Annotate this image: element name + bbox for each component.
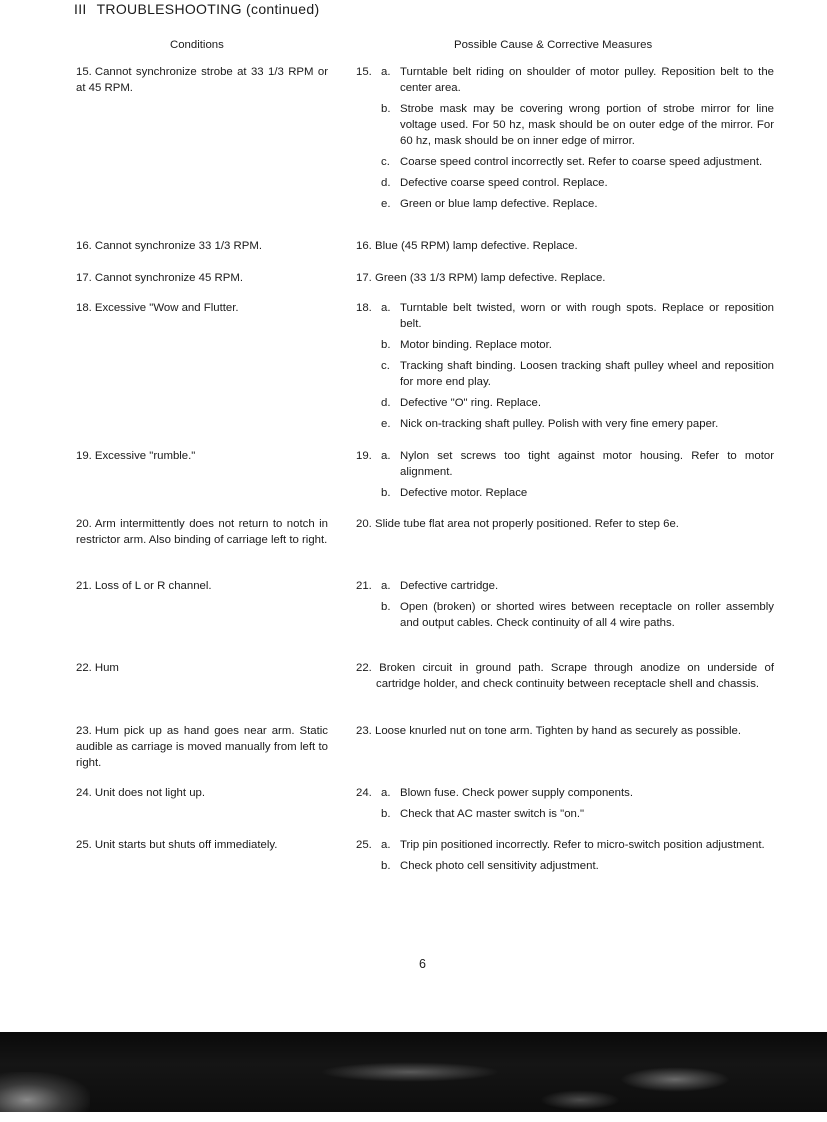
cause-number: 15. bbox=[356, 66, 372, 78]
conditions-column-header: Conditions bbox=[170, 39, 224, 51]
causes-column-header: Possible Cause & Corrective Measures bbox=[454, 39, 653, 51]
cause-number: 25. bbox=[356, 839, 372, 851]
condition-cell bbox=[76, 785, 328, 801]
cause-letter: a. bbox=[381, 839, 391, 851]
cause-item bbox=[356, 448, 774, 480]
condition-text: Unit does not light up. bbox=[94, 787, 206, 799]
cause-text: Defective "O" ring. Replace. bbox=[400, 397, 542, 409]
condition-text: Cannot synchronize strobe at 33 1/3 RPM or at 45 RPM. bbox=[76, 66, 328, 94]
cause-number: 19. bbox=[356, 450, 372, 462]
cause-text: Trip pin positioned incorrectly. Refer to micro-switch position adjustment. bbox=[400, 839, 765, 851]
cause-text: Defective cartridge. bbox=[400, 580, 499, 592]
condition-cell bbox=[76, 660, 328, 676]
cause-text: Defective coarse speed control. Replace. bbox=[400, 177, 608, 189]
condition-number: 16. bbox=[76, 240, 92, 252]
cause-item bbox=[356, 837, 774, 853]
cause-item bbox=[356, 723, 774, 739]
condition-cell bbox=[76, 723, 328, 771]
cause-letter: e. bbox=[381, 198, 391, 210]
cause-cell bbox=[356, 448, 774, 506]
condition-number: 22. bbox=[76, 662, 92, 674]
cause-text: Coarse speed control incorrectly set. Refer to coarse speed adjustment. bbox=[400, 156, 763, 168]
cause-item bbox=[356, 196, 774, 212]
cause-cell bbox=[356, 837, 774, 879]
cause-cell bbox=[356, 300, 774, 437]
condition-cell bbox=[76, 64, 328, 96]
cause-number: 20. bbox=[356, 518, 372, 530]
cause-letter: e. bbox=[381, 418, 391, 430]
cause-text: Tracking shaft binding. Loosen tracking shaft pulley wheel and reposition for more end play. bbox=[400, 360, 774, 388]
condition-number: 20. bbox=[76, 518, 92, 530]
condition-cell bbox=[76, 516, 328, 548]
cause-cell bbox=[356, 660, 774, 692]
condition-number: 21. bbox=[76, 580, 92, 592]
condition-cell bbox=[76, 238, 328, 254]
condition-text: Excessive "rumble." bbox=[94, 450, 196, 462]
cause-cell bbox=[356, 238, 774, 254]
condition-number: 17. bbox=[76, 272, 92, 284]
cause-item bbox=[356, 416, 774, 432]
cause-letter: a. bbox=[381, 787, 391, 799]
cause-text: Slide tube flat area not properly positioned. Refer to step 6e. bbox=[375, 518, 679, 530]
cause-letter: d. bbox=[381, 177, 391, 189]
cause-item bbox=[356, 238, 774, 254]
cause-number: 16. bbox=[356, 240, 372, 252]
condition-number: 15. bbox=[76, 66, 92, 78]
cause-item bbox=[356, 175, 774, 191]
cause-letter: a. bbox=[381, 580, 391, 592]
cause-number: 21. bbox=[356, 580, 372, 592]
condition-cell bbox=[76, 448, 328, 464]
cause-letter: b. bbox=[381, 808, 391, 820]
condition-text: Cannot synchronize 33 1/3 RPM. bbox=[94, 240, 262, 252]
cause-letter: a. bbox=[381, 450, 391, 462]
cause-item bbox=[356, 806, 774, 822]
cause-number: 17. bbox=[356, 272, 372, 284]
page-number: 6 bbox=[419, 957, 426, 971]
condition-text: Hum pick up as hand goes near arm. Static audible as carriage is moved manually from left to right. bbox=[76, 725, 328, 769]
cause-text: Defective motor. Replace bbox=[400, 487, 528, 499]
cause-item bbox=[356, 358, 774, 390]
cause-letter: a. bbox=[381, 302, 391, 314]
cause-item bbox=[356, 599, 774, 631]
section-number: III bbox=[74, 1, 87, 17]
condition-number: 23. bbox=[76, 725, 92, 737]
cause-text: Loose knurled nut on tone arm. Tighten by hand as securely as possible. bbox=[375, 725, 742, 737]
condition-number: 25. bbox=[76, 839, 92, 851]
cause-number: 23. bbox=[356, 725, 372, 737]
cause-number: 24. bbox=[356, 787, 372, 799]
condition-number: 18. bbox=[76, 302, 92, 314]
cause-item bbox=[356, 395, 774, 411]
cause-item bbox=[356, 485, 774, 501]
cause-item bbox=[356, 337, 774, 353]
cause-letter: b. bbox=[381, 487, 391, 499]
cause-letter: b. bbox=[381, 103, 391, 115]
condition-text: Arm intermittently does not return to notch in restrictor arm. Also binding of carriage left to right. bbox=[76, 518, 328, 546]
condition-cell bbox=[76, 270, 328, 286]
cause-cell bbox=[356, 516, 774, 532]
cause-text: Open (broken) or shorted wires between receptacle on roller assembly and output cables. Check continuity of all 4 wire paths. bbox=[400, 601, 774, 629]
cause-text: Green (33 1/3 RPM) lamp defective. Replace. bbox=[375, 272, 606, 284]
cause-text: Green or blue lamp defective. Replace. bbox=[400, 198, 598, 210]
cause-cell bbox=[356, 578, 774, 636]
condition-cell bbox=[76, 837, 328, 853]
cause-text: Turntable belt riding on shoulder of motor pulley. Reposition belt to the center area. bbox=[400, 66, 774, 94]
condition-cell bbox=[76, 300, 328, 316]
cause-letter: c. bbox=[381, 156, 390, 168]
cause-text: Nylon set screws too tight against motor housing. Refer to motor alignment. bbox=[400, 450, 774, 478]
condition-text: Loss of L or R channel. bbox=[94, 580, 212, 592]
cause-item bbox=[356, 270, 774, 286]
section-title: TROUBLESHOOTING (continued) bbox=[96, 1, 320, 17]
scan-border-strip bbox=[0, 1032, 827, 1112]
cause-letter: a. bbox=[381, 66, 391, 78]
cause-text: Blown fuse. Check power supply components. bbox=[400, 787, 633, 799]
cause-cell bbox=[356, 270, 774, 286]
cause-text: Turntable belt twisted, worn or with rough spots. Replace or reposition belt. bbox=[400, 302, 774, 330]
cause-text: Check that AC master switch is "on." bbox=[400, 808, 585, 820]
cause-cell bbox=[356, 723, 774, 739]
condition-cell bbox=[76, 578, 328, 594]
cause-letter: b. bbox=[381, 860, 391, 872]
cause-item bbox=[356, 300, 774, 332]
condition-text: Unit starts but shuts off immediately. bbox=[94, 839, 278, 851]
condition-number: 19. bbox=[76, 450, 92, 462]
cause-item bbox=[356, 516, 774, 532]
cause-cell bbox=[356, 785, 774, 827]
condition-text: Hum bbox=[94, 662, 119, 674]
condition-text: Cannot synchronize 45 RPM. bbox=[94, 272, 243, 284]
section-heading bbox=[74, 0, 319, 18]
cause-item bbox=[356, 64, 774, 96]
cause-text: Strobe mask may be covering wrong portion of strobe mirror for line voltage used. For 50 hz, mask should be on outer edge of the mirror. For 60 hz, mask should be on inner edge of mirror. bbox=[400, 103, 774, 147]
cause-letter: b. bbox=[381, 601, 391, 613]
cause-text: Nick on-tracking shaft pulley. Polish with very fine emery paper. bbox=[400, 418, 719, 430]
cause-cell bbox=[356, 64, 774, 217]
cause-number: 18. bbox=[356, 302, 372, 314]
cause-item bbox=[356, 578, 774, 594]
cause-letter: d. bbox=[381, 397, 391, 409]
cause-letter: c. bbox=[381, 360, 390, 372]
cause-text: Motor binding. Replace motor. bbox=[400, 339, 552, 351]
cause-item bbox=[356, 154, 774, 170]
cause-item bbox=[356, 785, 774, 801]
cause-text: Blue (45 RPM) lamp defective. Replace. bbox=[375, 240, 578, 252]
condition-number: 24. bbox=[76, 787, 92, 799]
cause-item bbox=[356, 858, 774, 874]
condition-text: Excessive "Wow and Flutter. bbox=[94, 302, 239, 314]
cause-item bbox=[356, 660, 774, 692]
cause-item bbox=[356, 101, 774, 149]
cause-text: Broken circuit in ground path. Scrape through anodize on underside of cartridge holder, and check continuity between receptacle shell and chassis. bbox=[376, 662, 774, 690]
cause-letter: b. bbox=[381, 339, 391, 351]
cause-text: Check photo cell sensitivity adjustment. bbox=[400, 860, 599, 872]
cause-number: 22. bbox=[356, 662, 372, 674]
